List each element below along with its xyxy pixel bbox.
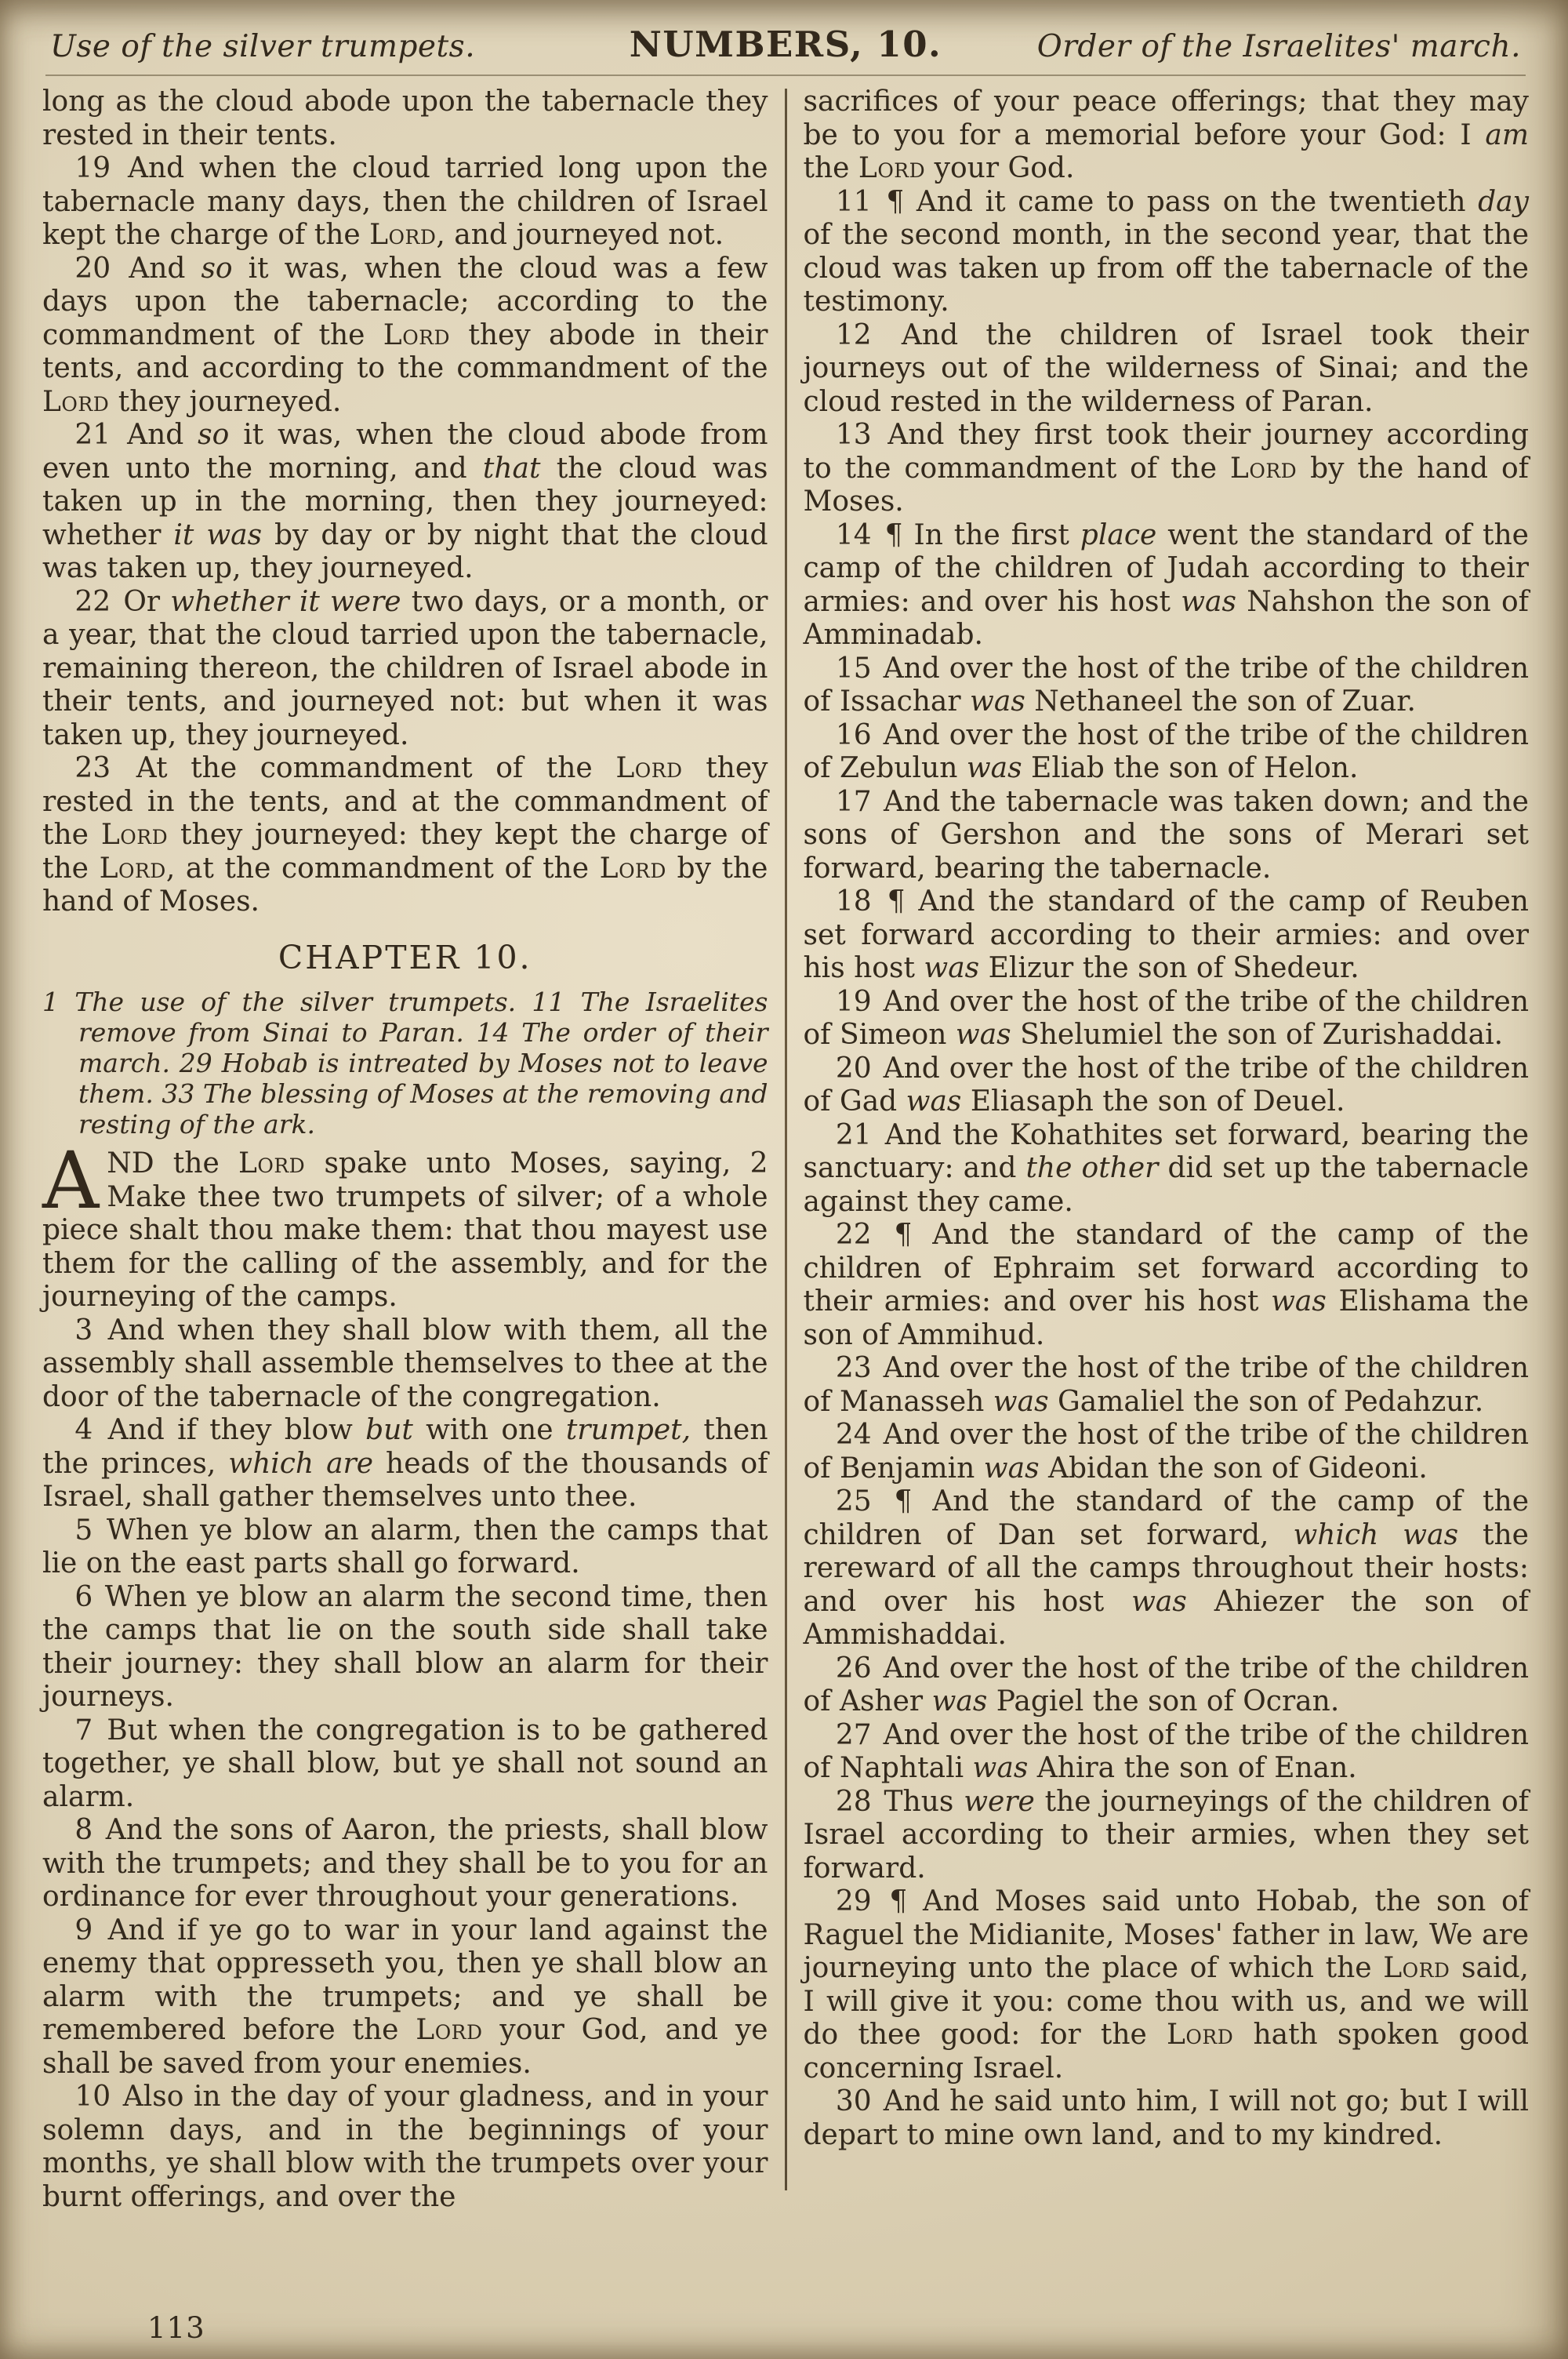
italic-word: was <box>993 1385 1049 1418</box>
verse-number: 21 <box>74 419 111 451</box>
verse-paragraph: 26 And over the host of the tribe of the children of Asher was Pagiel the son of Ocran. <box>803 1652 1529 1717</box>
verse-number: 16 <box>835 718 872 751</box>
verse-number: 15 <box>835 652 872 685</box>
italic-word: was <box>906 1085 962 1118</box>
verse-number: 10 <box>74 2081 111 2113</box>
italic-word: it was <box>173 518 263 551</box>
right-column <box>804 85 1530 2214</box>
verse-number: 19 <box>835 985 872 1018</box>
page-header <box>42 24 1529 65</box>
verse-paragraph: 9 And if ye go to war in your land against the enemy that oppresseth you, then ye shall blow an alarm with the trumpets; and ye shall be remembered before the Lord your God, and ye shall be saved from your enemies. <box>42 1914 768 2080</box>
chapter-summary: 1 The use of the silver trumpets. 11 The Israelites remove from Sinai to Paran. 14 The order of their march. 29 Hobab is intreated by Moses not to leave them. 33 The blessing of Moses at the removing and resting of the ark. <box>42 987 768 1140</box>
divine-name: Lord <box>1167 2019 1234 2051</box>
italic-word: but <box>365 1414 413 1446</box>
italic-word: was <box>1181 585 1236 618</box>
italic-word: was <box>1131 1585 1187 1618</box>
italic-word: which was <box>1293 1518 1459 1551</box>
verse-paragraph: 23 And over the host of the tribe of the children of Manasseh was Gamaliel the son of Pedahzur. <box>803 1352 1529 1418</box>
divine-name: Lord <box>1383 1952 1450 1984</box>
divine-name: Lord <box>42 385 110 418</box>
verse-paragraph: 22 ¶ And the standard of the camp of the children of Ephraim set forward according to their armies: and over his host was Elishama the son of Ammihud. <box>803 1219 1530 1351</box>
verse-number: 20 <box>835 1052 872 1085</box>
verse-number: 11 <box>835 185 872 218</box>
verse-number: 4 <box>74 1414 93 1446</box>
header-rule <box>45 75 1526 76</box>
verse-number: 28 <box>835 1785 872 1818</box>
verse-paragraph: long as the cloud abode upon the tabernacle they rested in their tents. <box>42 85 768 151</box>
verse-number: 26 <box>835 1652 872 1685</box>
italic-word: so <box>198 419 230 451</box>
page-title: NUMBERS, 10. <box>629 24 942 65</box>
divine-name: Lord <box>99 852 166 885</box>
italic-word: was <box>955 1019 1011 1051</box>
verse-paragraph: 23 At the commandment of the Lord they rested in the tents, and at the commandment of the Lord they journeyed: they kept the charge of the Lord, at the commandment of the Lord by the hand of Moses. <box>42 752 768 918</box>
italic-word: was <box>1271 1285 1327 1318</box>
verse-paragraph: 17 And the tabernacle was taken down; and the sons of Gershon and the sons of Merari set forward, bearing the tabernacle. <box>803 785 1529 885</box>
verse-number: 18 <box>835 885 872 918</box>
verse-number: 12 <box>835 318 872 351</box>
verse-number: 22 <box>74 585 111 618</box>
verse-number: 19 <box>74 152 111 184</box>
verse-number: 8 <box>74 1814 93 1846</box>
verse-paragraph: 20 And over the host of the tribe of the children of Gad was Eliasaph the son of Deuel. <box>803 1052 1529 1118</box>
divine-name: Lord <box>1229 452 1298 485</box>
verse-paragraph: 20 And so it was, when the cloud was a few days upon the tabernacle; according to the commandment of the Lord they abode in their tents, and according to the commandment of the Lord they journeyed. <box>42 252 768 418</box>
verse-number: 14 <box>835 518 872 551</box>
verse-paragraph: 19 And over the host of the tribe of the children of Simeon was Shelumiel the son of Zurishaddai. <box>803 985 1529 1051</box>
verse-paragraph: 14 ¶ In the first place went the standard of the camp of the children of Judah according to their armies: and over his host was Nahshon the son of Amminadab. <box>803 518 1530 651</box>
italic-word: that <box>482 452 541 485</box>
divine-name: Lord <box>100 819 169 851</box>
italic-word: was <box>972 1752 1029 1784</box>
verse-paragraph: 18 ¶ And the standard of the camp of Reuben set forward according to their armies: and over his host was Elizur the son of Shedeur. <box>803 885 1529 984</box>
verse-number: 3 <box>74 1314 93 1347</box>
verse-paragraph: 22 Or whether it were two days, or a month, or a year, that the cloud tarried upon the tabernacle, remaining thereon, the children of Israel abode in their tents, and journeyed not: but when it was taken up, they journeyed. <box>42 585 768 751</box>
text-columns <box>42 85 1529 2214</box>
italic-word: were <box>964 1785 1035 1818</box>
italic-word: was <box>983 1452 1040 1485</box>
italic-word: day <box>1478 185 1529 218</box>
italic-word: so <box>201 252 233 285</box>
verse-number: 29 <box>835 1885 872 1917</box>
verse-paragraph: 7 But when the congregation is to be gathered together, ye shall blow, but ye shall not sound an alarm. <box>42 1714 768 1813</box>
italic-word: which are <box>228 1447 374 1480</box>
verse-number: 20 <box>74 252 111 285</box>
italic-word: am <box>1485 118 1529 151</box>
verse-number: 27 <box>835 1718 872 1751</box>
verse-paragraph: 4 And if they blow but with one trumpet, then the princes, which are heads of the thousands of Israel, shall gather themselves unto thee. <box>42 1414 768 1513</box>
verse-paragraph: 30 And he said unto him, I will not go; but I will depart to mine own land, and to my kindred. <box>803 2085 1529 2151</box>
verse-number: 13 <box>835 419 872 451</box>
verse-number: 9 <box>74 1914 93 1946</box>
verse-number: 17 <box>835 785 872 818</box>
verse-paragraph: sacrifices of your peace offerings; that they may be to you for a memorial before your God: I am the Lord your God. <box>803 85 1529 184</box>
divine-name: Lord <box>599 852 666 885</box>
verse-paragraph: 25 ¶ And the standard of the camp of the children of Dan set forward, which was the rereward of all the camps throughout their hosts: and over his host was Ahiezer the son of Ammishaddai. <box>803 1485 1529 1651</box>
verse-number: 25 <box>835 1485 872 1518</box>
verse-paragraph: 15 And over the host of the tribe of the children of Issachar was Nethaneel the son of Zuar. <box>803 652 1529 718</box>
verse-paragraph: 21 And so it was, when the cloud abode from even unto the morning, and that the cloud was taken up in the morning, then they journeyed: whether it was by day or by night that the cloud was taken up, they journeyed. <box>42 419 768 584</box>
verse-number: 22 <box>835 1219 872 1251</box>
italic-word: was <box>924 952 980 984</box>
italic-word: was <box>970 685 1025 718</box>
verse-number: 7 <box>74 1714 93 1747</box>
verse-paragraph: 3 And when they shall blow with them, all the assembly shall assemble themselves to thee at the door of the tabernacle of the congregation. <box>42 1314 768 1413</box>
italic-word: the other <box>1025 1152 1159 1184</box>
divine-name: Lord <box>383 318 451 351</box>
left-column <box>42 85 768 2214</box>
running-head-left: Use of the silver trumpets. <box>50 29 476 64</box>
verse-paragraph: 29 ¶ And Moses said unto Hobab, the son of Raguel the Midianite, Moses' father in law, We are journeying unto the place of which the Lord said, I will give it you: come thou with us, and we will do thee good: for the Lord hath spoken good concerning Israel. <box>803 1885 1529 2085</box>
verse-paragraph: 12 And the children of Israel took their journeys out of the wilderness of Sinai; and the cloud rested in the wilderness of Paran. <box>803 318 1529 418</box>
italic-word: was <box>966 752 1022 784</box>
verse-paragraph: 5 When ye blow an alarm, then the camps that lie on the east parts shall go forward. <box>42 1514 768 1579</box>
verse-paragraph: 6 When ye blow an alarm the second time, then the camps that lie on the south side shall take their journey: they shall blow an alarm for their journeys. <box>42 1580 768 1713</box>
divine-name: Lord <box>369 219 437 251</box>
verse-paragraph: 24 And over the host of the tribe of the children of Benjamin was Abidan the son of Gideoni. <box>803 1419 1529 1485</box>
italic-word: trumpet, <box>565 1414 691 1446</box>
verse-paragraph: 16 And over the host of the tribe of the children of Zebulun was Eliab the son of Helon. <box>803 718 1529 784</box>
verse-number: 23 <box>835 1352 872 1384</box>
divine-name: Lord <box>238 1147 306 1180</box>
verse-paragraph: 27 And over the host of the tribe of the children of Naphtali was Ahira the son of Enan. <box>803 1718 1529 1784</box>
divine-name: Lord <box>416 2014 483 2046</box>
verse-paragraph: AND the Lord spake unto Moses, saying, 2 Make thee two trumpets of silver; of a whole piece shalt thou make them: that thou mayest use them for the calling of the assembly, and for the journeying of the camps. <box>42 1135 768 1313</box>
verse-paragraph: 13 And they first took their journey according to the commandment of the Lord by the hand of Moses. <box>803 419 1529 518</box>
verse-number: 6 <box>74 1580 93 1613</box>
divine-name: Lord <box>615 752 683 784</box>
page-number: 113 <box>147 2311 205 2345</box>
verse-number: 21 <box>835 1118 872 1151</box>
divine-name: Lord <box>858 152 926 184</box>
verse-paragraph: 21 And the Kohathites set forward, bearing the sanctuary: and the other did set up the tabernacle against they came. <box>803 1118 1530 1218</box>
verse-number: 23 <box>74 752 111 784</box>
verse-paragraph: 8 And the sons of Aaron, the priests, shall blow with the trumpets; and they shall be to you for an ordinance for ever throughout your generations. <box>42 1814 768 1913</box>
verse-number: 30 <box>835 2085 872 2117</box>
verse-paragraph: 28 Thus were the journeyings of the children of Israel according to their armies, when they set forward. <box>803 1785 1529 1885</box>
italic-word: place <box>1080 518 1157 551</box>
italic-word: was <box>931 1685 988 1717</box>
running-head-right: Order of the Israelites' march. <box>1036 29 1521 64</box>
verse-paragraph: 11 ¶ And it came to pass on the twentieth day of the second month, in the second year, that the cloud was taken up from off the tabernacle of the testimony. <box>803 185 1529 318</box>
verse-number: 5 <box>74 1514 93 1547</box>
verse-paragraph: 10 Also in the day of your gladness, and in your solemn days, and in the beginnings of your months, ye shall blow with the trumpets over your burnt offerings, and over the <box>42 2081 768 2213</box>
column-divider <box>785 89 787 2190</box>
verse-paragraph: 19 And when the cloud tarried long upon the tabernacle many days, then the children of Israel kept the charge of the Lord, and journeyed not. <box>42 152 768 251</box>
verse-number: 24 <box>835 1419 872 1451</box>
italic-word: whether it were <box>170 585 401 618</box>
chapter-heading: CHAPTER 10. <box>278 938 532 976</box>
drop-cap: A <box>42 1135 100 1227</box>
